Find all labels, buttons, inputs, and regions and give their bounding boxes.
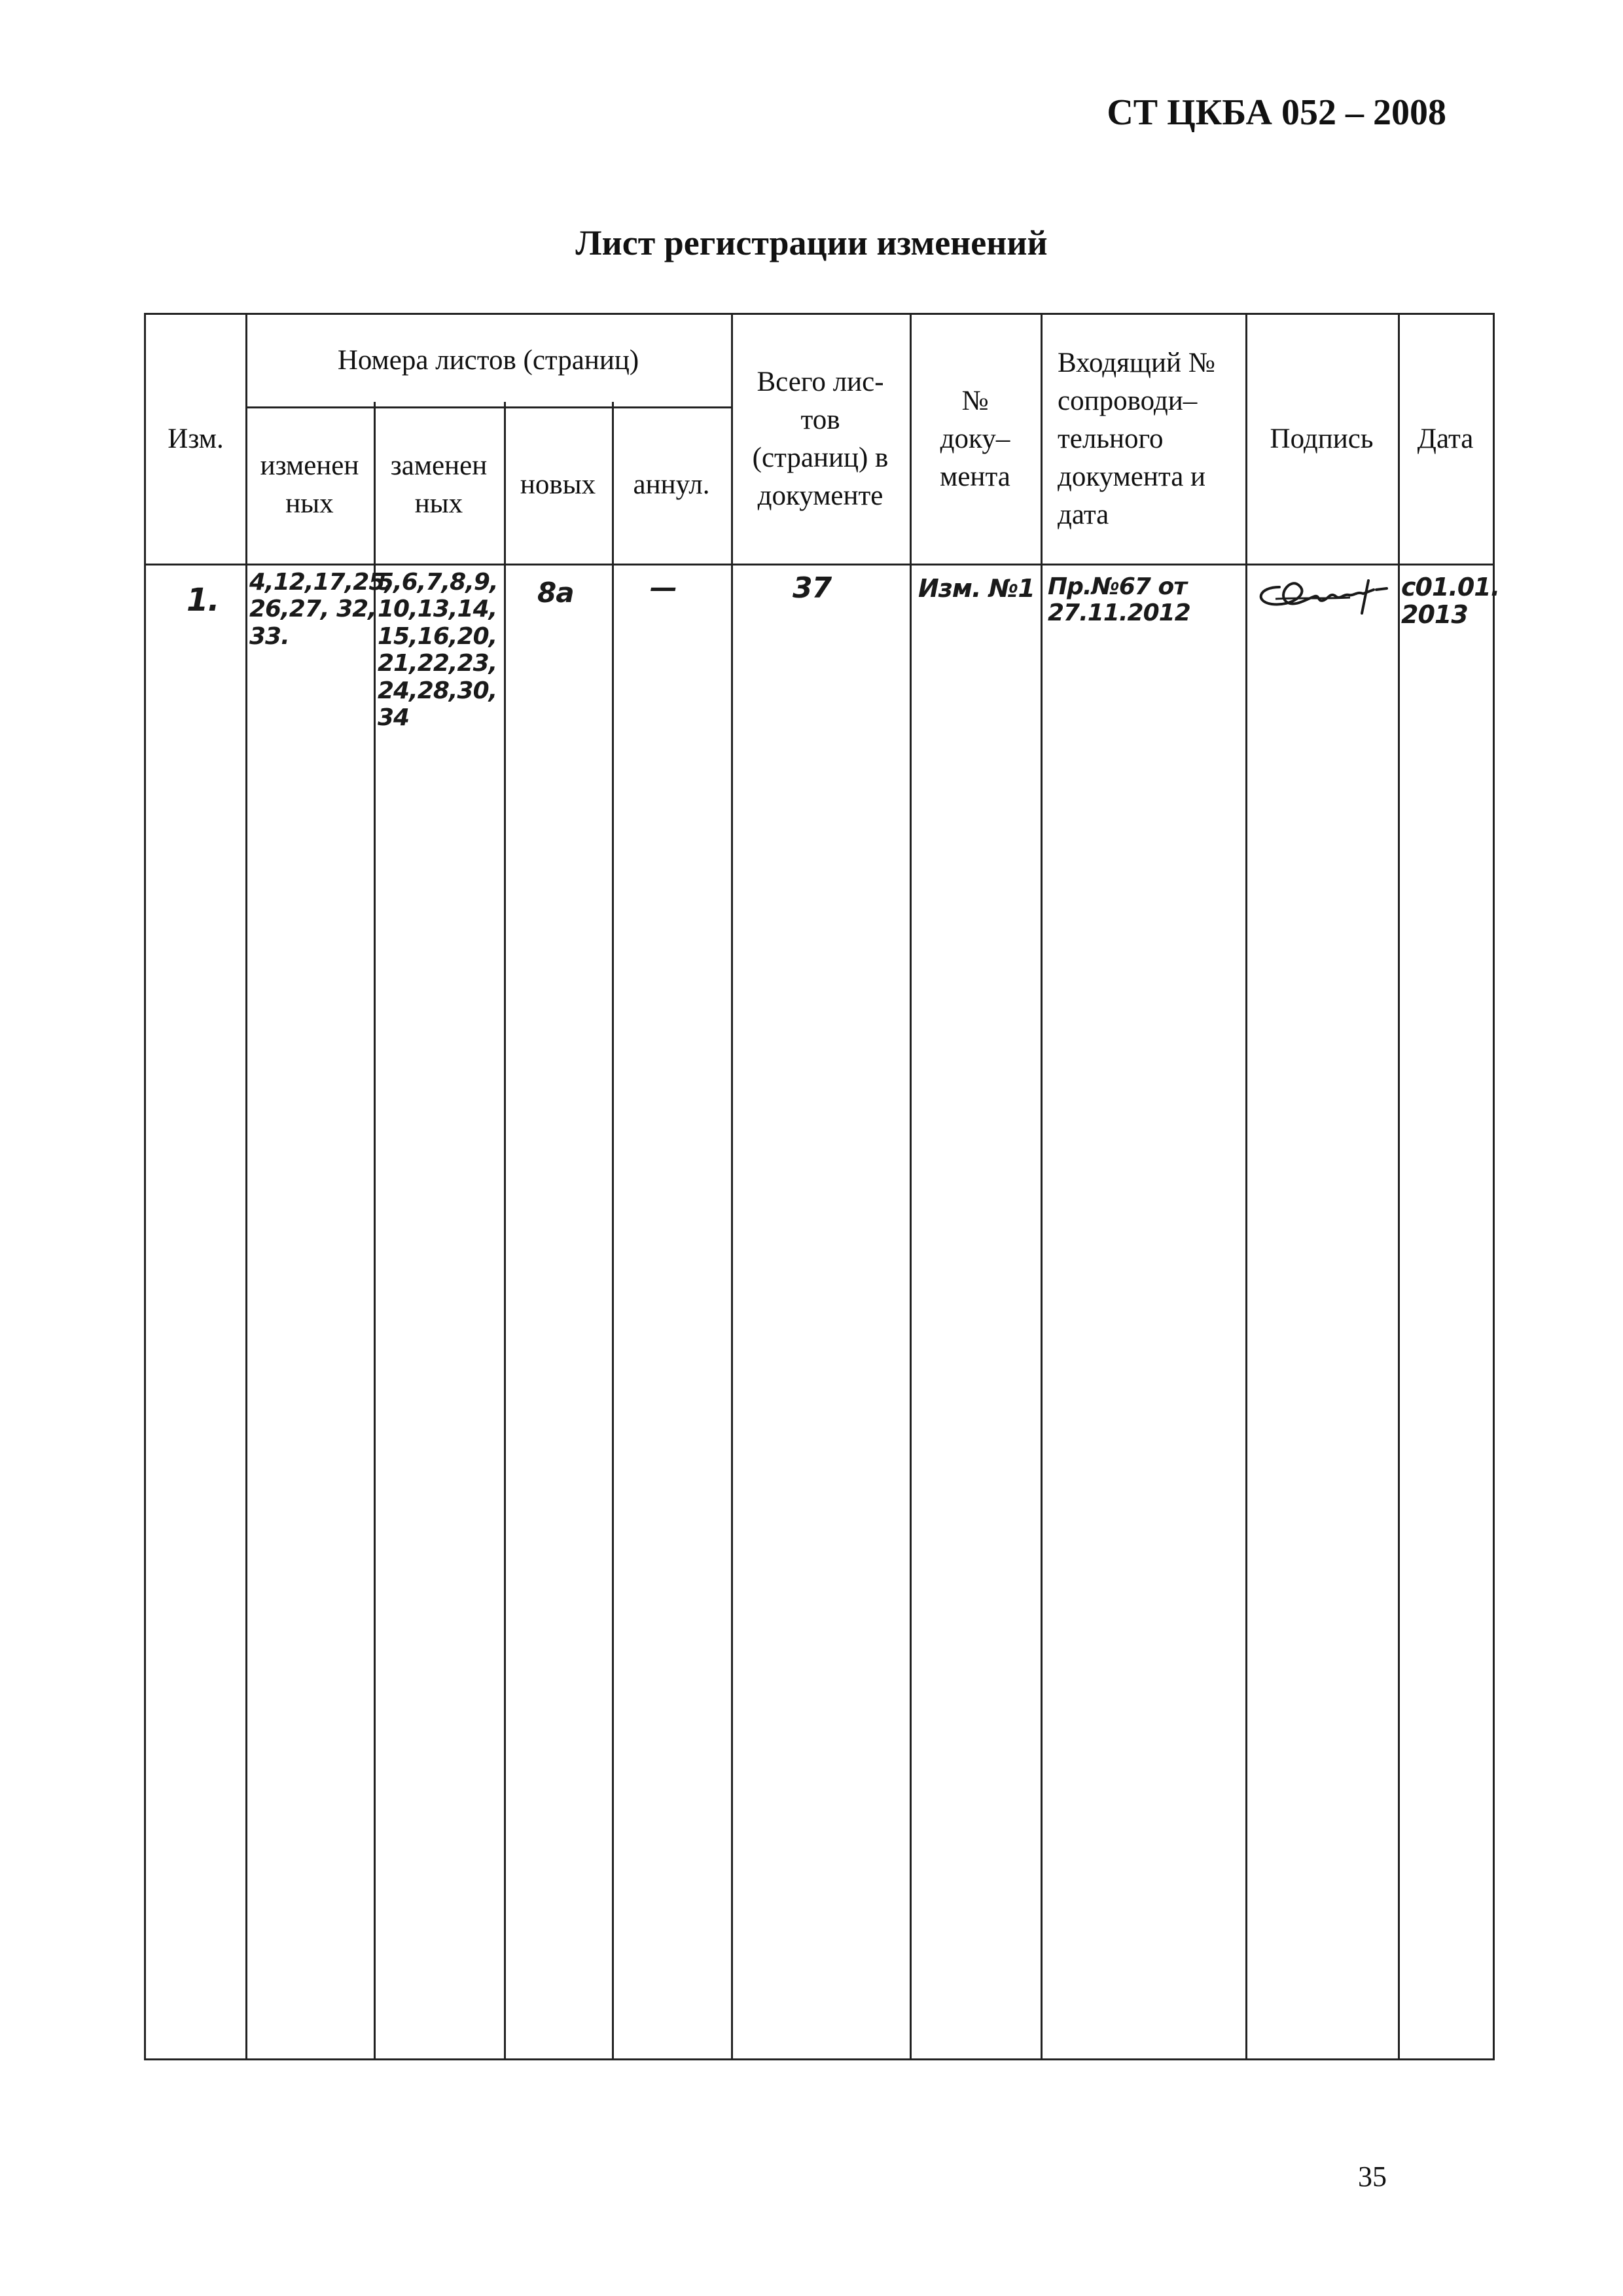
header-izm-label: Изм. [168,423,224,454]
page-title: Лист регистрации изменений [575,223,1048,262]
header-incoming-label: Входящий № сопроводи– тельного документа и дата [1058,347,1215,531]
header-total [731,315,910,564]
header-sheet-numbers [245,315,731,406]
grid-line [910,315,912,2058]
header-date-label: Дата [1417,423,1474,454]
grid-line [374,402,376,2058]
header-changed [245,406,374,564]
grid-line [245,315,247,2058]
row-doc-no: Изм. №1 [918,574,1035,603]
row-new: 8а [537,577,574,609]
row-total: 37 [793,571,832,605]
grid-line [612,402,614,2058]
header-new [504,406,612,564]
header-replaced [374,406,504,564]
header-izm [146,315,245,564]
header-signature [1245,315,1398,564]
grid-line [1398,315,1400,2058]
header-incoming [1041,315,1245,564]
document-code: СТ ЦКБА 052 – 2008 [1107,92,1446,133]
header-new-label: новых [520,469,596,500]
handwritten-signature-icon [1252,567,1395,620]
change-registration-table [144,313,1500,2060]
row-annulled: — [650,571,677,603]
header-date [1398,315,1493,564]
row-changed: 4,12,17,25, 26,27, 32, 33. [249,569,393,650]
header-total-label: Всего лис- тов (страниц) в документе [752,366,889,512]
page-number: 35 [1358,2161,1387,2193]
row-date: с01.01. 2013 [1401,573,1500,629]
header-replaced-label: заменен ных [390,450,488,519]
header-annulled [612,406,731,564]
header-annulled-label: аннул. [633,469,710,500]
header-changed-label: изменен ных [260,450,359,519]
grid-line [504,402,506,2058]
row-izm: 1. [187,582,219,619]
grid-line [1245,315,1247,2058]
row-replaced: 5,6,7,8,9, 10,13,14, 15,16,20, 21,22,23, 24,28,30, 34 [378,569,498,731]
row-incoming: Пр.№67 от 27.11.2012 [1048,573,1190,626]
header-sheet-numbers-label: Номера листов (страниц) [337,344,639,376]
header-doc-no [910,315,1041,564]
grid-line [1041,315,1043,2058]
header-signature-label: Подпись [1270,423,1374,454]
header-doc-no-label: № доку– мента [940,385,1010,493]
grid-line [731,315,733,2058]
grid-line [146,564,1493,565]
